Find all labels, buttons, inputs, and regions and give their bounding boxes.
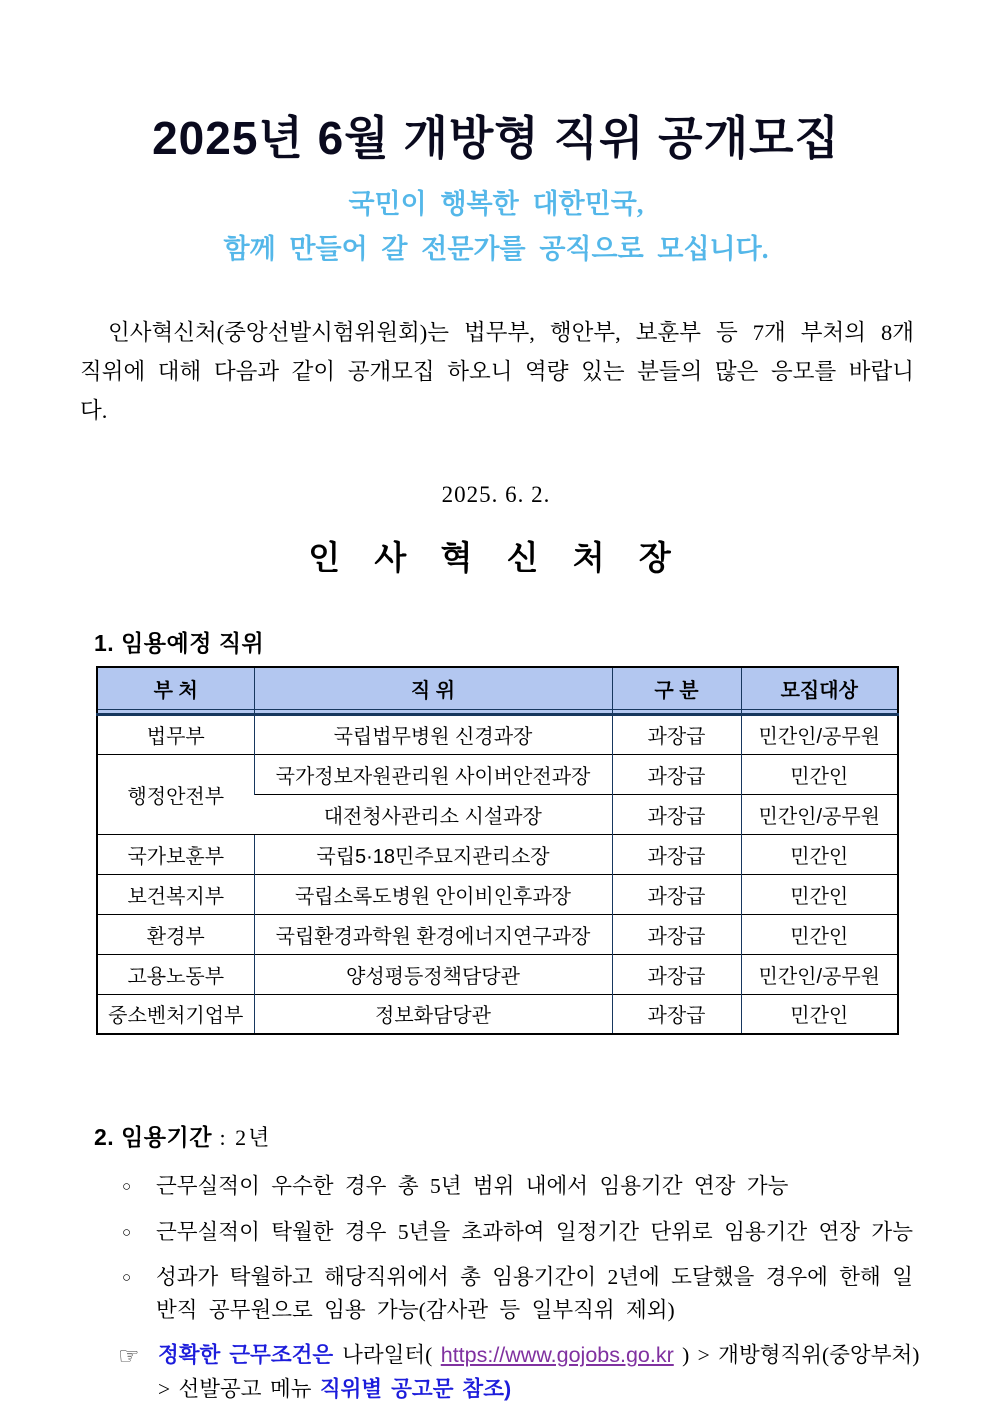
cell-target: 민간인/공무원 [741, 954, 898, 994]
bullet-text: 근무실적이 탁월한 경우 5년을 초과하여 일정기간 단위로 임용기간 연장 가능 [156, 1219, 913, 1244]
section2-heading-label: 2. 임용기간 [94, 1124, 212, 1151]
cell-target: 민간인 [741, 914, 898, 954]
pointing-hand-icon: ☞ [118, 1343, 140, 1370]
table-header-row [97, 667, 898, 714]
cell-target: 민간인/공무원 [741, 714, 898, 754]
column-header-department: 부 처 [97, 667, 254, 709]
table-row [97, 954, 898, 994]
document-date: 2025. 6. 2. [441, 482, 551, 508]
cell-position: 국립소록도병원 안이비인후과장 [254, 874, 612, 914]
cell-department: 환경부 [97, 914, 254, 954]
cell-department: 법무부 [97, 714, 254, 754]
cell-department: 국가보훈부 [97, 834, 254, 874]
work-condition-note [118, 1338, 930, 1403]
gojobs-link[interactable]: https://www.gojobs.go.kr [440, 1342, 674, 1367]
positions-table [96, 666, 899, 1035]
note-plain-text: 나라일터( [342, 1342, 441, 1367]
circle-bullet-icon: ○ [122, 1224, 132, 1241]
section2-heading [94, 1119, 992, 1152]
cell-position: 국립법무병원 신경과장 [254, 714, 612, 754]
cell-position: 양성평등정책담당관 [254, 954, 612, 994]
cell-department: 고용노동부 [97, 954, 254, 994]
cell-position: 국가정보자원관리원 사이버안전과장 [254, 754, 612, 794]
note-emphasis-text: 직위별 공고문 참조 [319, 1377, 504, 1402]
table-row [97, 714, 898, 754]
subtitle-line-2: 함께 만들어 갈 전문가를 공직으로 모십니다. [223, 234, 769, 265]
section2-heading-value: : 2년 [211, 1125, 272, 1151]
circle-bullet-icon: ○ [122, 1179, 132, 1196]
cell-target: 민간인 [741, 994, 898, 1034]
column-header-target: 모집대상 [741, 667, 898, 709]
bullet-item [122, 1170, 930, 1205]
bullet-item [122, 1216, 930, 1251]
subtitle-line-1: 국민이 행복한 대한민국, [348, 189, 644, 219]
circle-bullet-icon: ○ [122, 1270, 132, 1287]
table-row [97, 834, 898, 874]
note-plain-text: ) > 개방형직위(중앙부처) > 선발공고 메뉴 [158, 1342, 920, 1402]
employment-term-bullets [122, 1170, 930, 1328]
table-row [97, 874, 898, 914]
cell-target: 민간인/공무원 [741, 794, 898, 834]
subtitle [0, 182, 992, 273]
cell-grade: 과장급 [612, 874, 741, 914]
cell-target: 민간인 [741, 834, 898, 874]
cell-grade: 과장급 [612, 794, 741, 834]
cell-grade: 과장급 [612, 954, 741, 994]
cell-department: 행정안전부 [97, 754, 254, 834]
cell-grade: 과장급 [612, 714, 741, 754]
cell-target: 민간인 [741, 874, 898, 914]
column-header-position: 직 위 [254, 667, 612, 709]
cell-position: 국립5·18민주묘지관리소장 [254, 834, 612, 874]
cell-department: 보건복지부 [97, 874, 254, 914]
cell-target: 민간인 [741, 754, 898, 794]
cell-position: 정보화담당관 [254, 994, 612, 1034]
bullet-item [122, 1261, 930, 1328]
table-row [97, 914, 898, 954]
cell-grade: 과장급 [612, 914, 741, 954]
position-table-body [97, 714, 898, 1034]
section1-heading: 1. 임용예정 직위 [94, 630, 265, 657]
table-row [97, 754, 898, 794]
signature-title: 인 사 혁 신 처 장 [308, 541, 684, 578]
bullet-text: 성과가 탁월하고 해당직위에서 총 임용기간이 2년에 도달했을 경우에 한해 일반직 공무원으로 임용 가능(감사관 등 일부직위 제외) [156, 1265, 913, 1323]
column-header-grade: 구 분 [612, 667, 741, 709]
note-emphasis-text: 정확한 근무조건은 [158, 1342, 343, 1367]
note-text [158, 1338, 930, 1403]
bullet-text: 근무실적이 우수한 경우 총 5년 범위 내에서 임용기간 연장 가능 [156, 1174, 789, 1199]
cell-position: 국립환경과학원 환경에너지연구과장 [254, 914, 612, 954]
note-emphasis-text: ) [503, 1377, 512, 1402]
cell-position: 대전청사관리소 시설과장 [254, 794, 612, 834]
cell-department: 중소벤처기업부 [97, 994, 254, 1034]
cell-grade: 과장급 [612, 754, 741, 794]
intro-paragraph: 인사혁신처(중앙선발시험위원회)는 법무부, 행안부, 보훈부 등 7개 부처의 8개 직위에 대해 다음과 같이 공개모집 하오니 역량 있는 분들의 많은 응모를 바랍니다. [80, 319, 914, 423]
table-row [97, 994, 898, 1034]
cell-grade: 과장급 [612, 994, 741, 1034]
cell-grade: 과장급 [612, 834, 741, 874]
page-title: 2025년 6월 개방형 직위 공개모집 [152, 112, 840, 164]
